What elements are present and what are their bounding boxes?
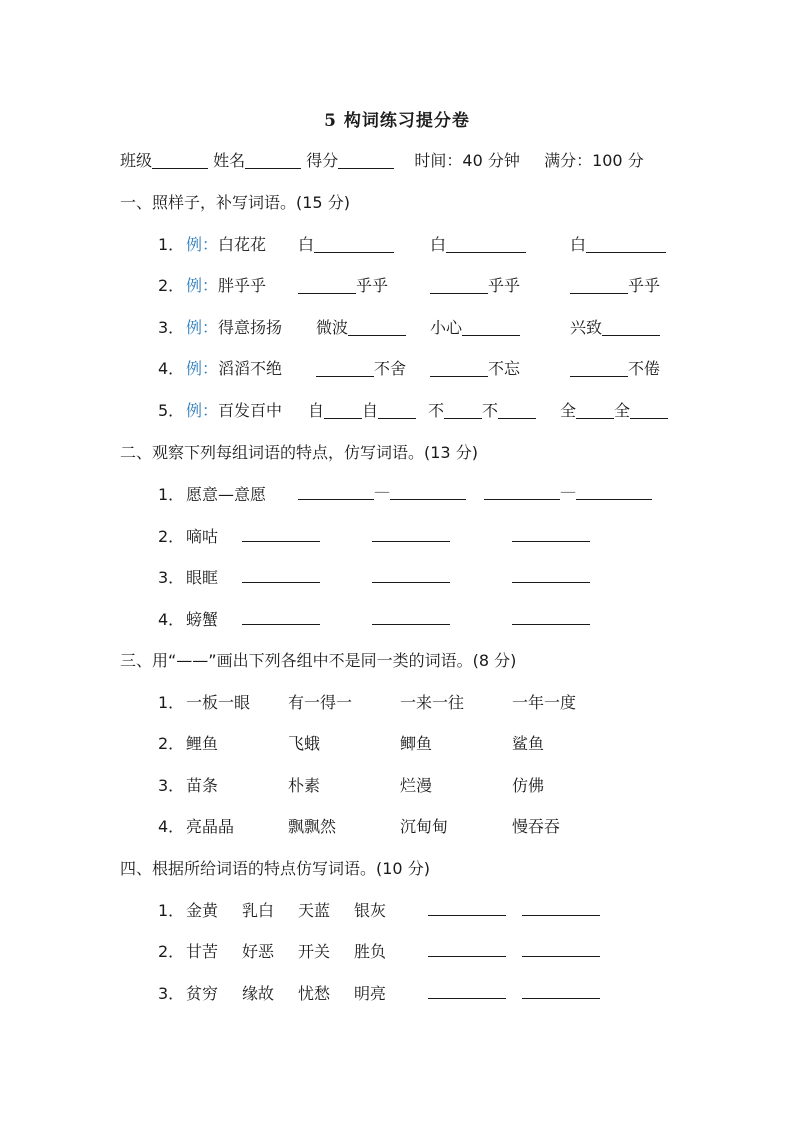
word: 开关: [298, 942, 331, 961]
word[interactable]: 鲫鱼: [400, 734, 433, 753]
answer-blank[interactable]: [298, 277, 356, 294]
word: 乳白: [242, 901, 275, 920]
answer-blank[interactable]: [462, 319, 520, 336]
word[interactable]: 亮晶晶: [186, 817, 235, 836]
answer-blank[interactable]: [446, 236, 526, 253]
row-number: 4．: [158, 610, 185, 629]
pattern-char: 自: [308, 401, 325, 420]
answer-blank[interactable]: [428, 982, 506, 999]
row-number: 3．: [158, 776, 185, 795]
word: 忧愁: [298, 984, 331, 1003]
section4-heading: 四、根据所给词语的特点仿写词语。(10 分): [120, 859, 430, 878]
pattern-char: 自: [362, 401, 379, 420]
prefix-word: 小心: [430, 318, 463, 337]
full-score-text: 满分：100 分: [544, 151, 644, 170]
prefix-word: 兴致: [570, 318, 603, 337]
class-label: 班级: [120, 151, 153, 170]
word[interactable]: 飞蛾: [288, 734, 321, 753]
prefix-word: 微波: [316, 318, 349, 337]
answer-blank[interactable]: [484, 483, 560, 500]
prefix-char: 白: [430, 235, 447, 254]
example-word: 白花花: [218, 235, 267, 254]
word: 天蓝: [298, 901, 331, 920]
row-number: 2．: [158, 942, 185, 961]
answer-blank[interactable]: [242, 566, 320, 583]
dash: —: [374, 482, 390, 501]
answer-blank[interactable]: [428, 899, 506, 916]
row-number: 1．: [158, 901, 185, 920]
page-title: 5 构词练习提分卷: [324, 111, 470, 131]
example-word: 螃蟹: [186, 610, 219, 629]
time-text: 时间：40 分钟: [414, 151, 520, 170]
prefix-char: 白: [298, 235, 315, 254]
word[interactable]: 朴素: [288, 776, 321, 795]
answer-blank[interactable]: [390, 483, 466, 500]
example-word: 百发百中: [218, 401, 283, 420]
example-word: 滔滔不绝: [218, 359, 283, 378]
word[interactable]: 苗条: [186, 776, 219, 795]
answer-blank[interactable]: [430, 360, 488, 377]
word: 贫穷: [186, 984, 219, 1003]
answer-blank[interactable]: [512, 525, 590, 542]
suffix-word: 不忘: [488, 359, 521, 378]
row-number: 3．: [158, 318, 185, 337]
answer-blank[interactable]: [316, 360, 374, 377]
example-label: 例：: [186, 276, 219, 295]
example-label: 例：: [186, 359, 219, 378]
score-label: 得分: [306, 151, 339, 170]
answer-blank[interactable]: [522, 899, 600, 916]
row-number: 1．: [158, 693, 185, 712]
word: 明亮: [354, 984, 387, 1003]
answer-blank[interactable]: [430, 277, 488, 294]
word: 好恶: [242, 942, 275, 961]
example-label: 例：: [186, 235, 219, 254]
answer-blank[interactable]: [522, 940, 600, 957]
answer-blank[interactable]: [512, 608, 590, 625]
word: 缘故: [242, 984, 275, 1003]
word[interactable]: 一来一往: [400, 693, 465, 712]
row-number: 4．: [158, 817, 185, 836]
answer-blank[interactable]: [570, 277, 628, 294]
example-word: 眼眶: [186, 568, 219, 587]
example-word: 愿意—意愿: [186, 485, 267, 504]
suffix-chars: 乎乎: [356, 276, 389, 295]
name-label: 姓名: [213, 151, 246, 170]
row-number: 2．: [158, 276, 185, 295]
example-word: 得意扬扬: [218, 318, 283, 337]
name-blank[interactable]: [245, 152, 301, 169]
suffix-chars: 乎乎: [628, 276, 661, 295]
class-blank[interactable]: [152, 152, 208, 169]
pattern-char: 不: [428, 401, 445, 420]
word[interactable]: 一年一度: [512, 693, 577, 712]
word: 胜负: [354, 942, 387, 961]
answer-blank[interactable]: [242, 525, 320, 542]
row-number: 5．: [158, 401, 185, 420]
suffix-word: 不倦: [628, 359, 661, 378]
row-number: 2．: [158, 734, 185, 753]
answer-blank[interactable]: [348, 319, 406, 336]
row-number: 1．: [158, 235, 185, 254]
answer-blank[interactable]: [372, 608, 450, 625]
pattern-char: 全: [614, 401, 631, 420]
word[interactable]: 鲨鱼: [512, 734, 545, 753]
row-number: 2．: [158, 527, 185, 546]
word[interactable]: 飘飘然: [288, 817, 337, 836]
answer-blank[interactable]: [372, 566, 450, 583]
example-word: 嘀咕: [186, 527, 219, 546]
row-number: 4．: [158, 359, 185, 378]
word[interactable]: 烂漫: [400, 776, 433, 795]
score-blank[interactable]: [338, 152, 394, 169]
word[interactable]: 慢吞吞: [512, 817, 561, 836]
row-number: 3．: [158, 568, 185, 587]
answer-blank[interactable]: [324, 402, 362, 419]
answer-blank[interactable]: [372, 525, 450, 542]
answer-blank[interactable]: [498, 402, 536, 419]
example-label: 例：: [186, 401, 219, 420]
answer-blank[interactable]: [522, 982, 600, 999]
answer-blank[interactable]: [512, 566, 590, 583]
suffix-chars: 乎乎: [488, 276, 521, 295]
answer-blank[interactable]: [602, 319, 660, 336]
section3-heading: 三、用“——”画出下列各组中不是同一类的词语。(8 分): [120, 651, 517, 670]
prefix-char: 白: [570, 235, 587, 254]
word[interactable]: 鲤鱼: [186, 734, 219, 753]
answer-blank[interactable]: [570, 360, 628, 377]
word[interactable]: 沉甸甸: [400, 817, 449, 836]
answer-blank[interactable]: [428, 940, 506, 957]
answer-blank[interactable]: [314, 236, 394, 253]
word: 金黄: [186, 901, 219, 920]
answer-blank[interactable]: [586, 236, 666, 253]
example-label: 例：: [186, 318, 219, 337]
word[interactable]: 一板一眼: [186, 693, 251, 712]
suffix-word: 不舍: [374, 359, 407, 378]
word: 甘苦: [186, 942, 219, 961]
word: 银灰: [354, 901, 387, 920]
answer-blank[interactable]: [298, 483, 374, 500]
row-number: 3．: [158, 984, 185, 1003]
word[interactable]: 有一得一: [288, 693, 353, 712]
info-line: [120, 148, 644, 171]
word[interactable]: 仿佛: [512, 776, 545, 795]
section1-heading: 一、照样子，补写词语。(15 分): [120, 193, 350, 212]
answer-blank[interactable]: [576, 483, 652, 500]
pattern-char: 全: [560, 401, 577, 420]
row-number: 1．: [158, 485, 185, 504]
pattern-char: 不: [482, 401, 499, 420]
answer-blank[interactable]: [378, 402, 416, 419]
example-word: 胖乎乎: [218, 276, 267, 295]
answer-blank[interactable]: [444, 402, 482, 419]
answer-blank[interactable]: [630, 402, 668, 419]
dash: —: [560, 482, 576, 501]
answer-blank[interactable]: [242, 608, 320, 625]
answer-blank[interactable]: [576, 402, 614, 419]
section2-heading: 二、观察下列每组词语的特点，仿写词语。(13 分): [120, 443, 478, 462]
